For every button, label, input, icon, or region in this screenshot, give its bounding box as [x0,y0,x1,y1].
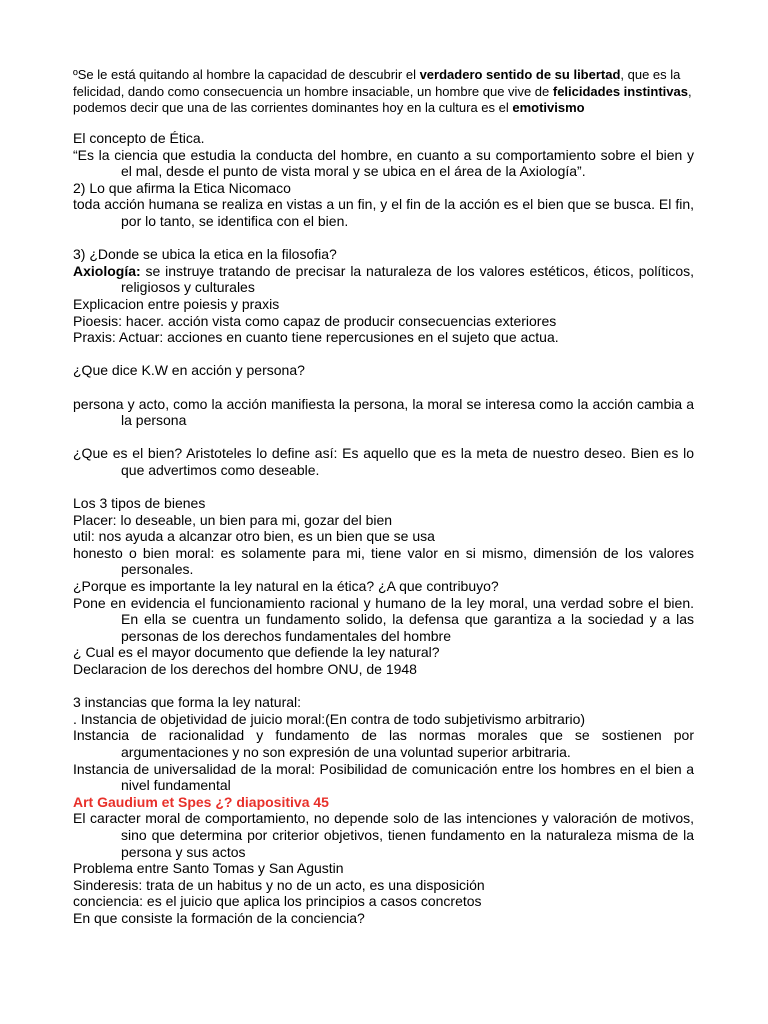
heading-tipos-bienes: Los 3 tipos de bienes [73,495,206,512]
answer-persona-acto: persona y acto, como la acción manifiesta la persona, la moral se interesa como la acción cambia a la persona [73,395,694,429]
intro-bold-emotivismo: emotivismo [512,100,585,115]
caracter-moral: El caracter moral de comportamiento, no depende solo de las intenciones y valoración de motivos, sino que determina por criterior objetivos, tienen fundamento en la naturaleza misma de la persona y sus actos [73,810,694,860]
bien-placer: Placer: lo deseable, un bien para mi, gozar del bien [73,511,393,528]
question-ubicacion-etica: 3) ¿Donde se ubica la etica en la filosofia? [73,246,337,263]
instancia-racionalidad: Instancia de racionalidad y fundamento de las normas morales que se sostienen por argumentaciones y no son expresión de una voluntad superior arbitraria. [73,727,694,760]
blank-line [73,478,694,495]
definition-sinderesis: Sinderesis: trata de un habitus y no de un acto, es una disposición [73,876,485,893]
term-axiologia: Axiología: [73,262,141,279]
instancia-universalidad: Instancia de universalidad de la moral: Posibilidad de comunicación entre los hombres en el bien a nivel fundamental [73,760,694,794]
bien-honesto: honesto o bien moral: es solamente para mi, tiene valor en si mismo, dimensión de los valores personales. [73,544,694,578]
bien-util: util: nos ayuda a alcanzar otro bien, es un bien que se usa [73,528,435,545]
definition-conciencia: conciencia: es el juicio que aplica los principios a casos concretos [73,893,482,910]
blank-line [73,678,694,695]
intro-paragraph [73,67,695,117]
definition-poiesis: Pioesis: hacer. acción vista como capaz de producir consecuencias exteriores [73,312,557,329]
question-bien-aristoteles: ¿Que es el bien? Aristoteles lo define así: Es aquello que es la meta de nuestro deseo. Bien es lo que advertimos como deseable. [73,445,694,478]
blank-line [73,230,694,247]
blank-line [73,346,694,363]
answer-axiologia [73,263,694,296]
blank-line [73,429,694,446]
intro-text-2: , que es la felicidad, dando como consecuencia un hombre insaciable, un hombre que vive de [73,67,681,99]
intro-bold-felicidades: felicidades instintivas [552,83,688,99]
question-ley-natural: ¿Porque es importante la ley natural en la ética? ¿A que contribuyo? [73,578,499,595]
question-formacion-conciencia: En que consiste la formación de la conciencia? [73,909,365,926]
question-etica-nicomaco: 2) Lo que afirma la Etica Nicomaco [73,179,291,196]
answer-documento: Declaracion de los derechos del hombre ONU, de 1948 [73,661,417,677]
heading-instancias: 3 instancias que forma la ley natural: [73,694,302,711]
intro-text-3: , podemos decir que una de las corrientes dominantes hoy en la cultura es el [73,83,692,115]
answer-etica-nicomaco: toda acción humana se realiza en vistas a un fin, y el fin de la acción es el bien que se busca. El fin, por lo tanto, se identifica con el bien. [73,196,694,229]
heading-poiesis-praxis: Explicacion entre poiesis y praxis [73,295,280,312]
problema-tomas-agustin: Problema entre Santo Tomas y San Agustin [73,860,344,877]
intro-bold-libertad: verdadero sentido de su libertad [419,67,621,82]
answer-ley-natural: Pone en evidencia el funcionamiento racional y humano de la ley moral, una verdad sobre el bien. En ella se cuentra un fundamento solido, la defensa que garantiza a la sociedad y a las personas de los derechos fundamentales del hombre [73,594,694,644]
intro-text-1: ºSe le está quitando al hombre la capacidad de descubrir el [73,67,420,82]
document-body [73,130,694,927]
definition-praxis: Praxis: Actuar: acciones en cuanto tiene repercusiones en el sujeto que actua. [73,329,559,346]
definition-etica: “Es la ciencia que estudia la conducta del hombre, en cuanto a su comportamiento sobre el bien y el mal, desde el punto de vista moral y se ubica en el área de la Axiología”. [73,146,694,180]
heading-gaudium-et-spes: Art Gaudium et Spes ¿? diapositiva 45 [73,793,329,810]
blank-line [73,379,694,396]
axiologia-definition: se instruye tratando de precisar la naturaleza de los valores estéticos, éticos, políticos, religiosos y culturales [121,262,694,296]
heading-concepto-etica: El concepto de Ética. [73,130,205,146]
question-documento: ¿ Cual es el mayor documento que defiende la ley natural? [73,644,440,661]
instancia-objetividad: . Instancia de objetividad de juicio moral:(En contra de todo subjetivismo arbitrario) [73,710,586,727]
question-kw: ¿Que dice K.W en acción y persona? [73,362,305,379]
